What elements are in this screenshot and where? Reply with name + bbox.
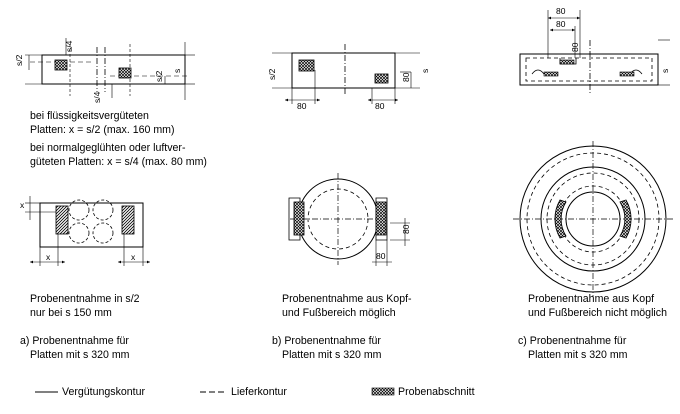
dim-b-80-vert: 80 [401, 72, 411, 82]
specimen-b2 [375, 74, 388, 83]
dim-a-x-vert: x [20, 200, 25, 210]
dim-b-80-right: 80 [375, 101, 385, 111]
note-line-3: bei normalgeglühten oder luftver- [30, 142, 186, 154]
specimen-a3 [56, 206, 68, 234]
ring-b [289, 173, 410, 266]
dim-b-80-ring-horiz: 80 [376, 251, 386, 261]
specimen-c3 [620, 72, 634, 76]
dim-b-80-ring-vert: 80 [401, 224, 411, 234]
dim-c-80-vert: 80 [570, 42, 580, 52]
note-line-1: bei flüssigkeitsvergüteten [30, 110, 149, 122]
label-c-line-1: c) Probenentnahme für [518, 335, 627, 347]
specimen-c4 [555, 200, 566, 238]
legend-dashed-label: Lieferkontur [231, 386, 287, 398]
specimen-b3 [294, 202, 304, 235]
dim-a-s4-top: s/4 [64, 40, 74, 52]
dim-c-80-second: 80 [556, 19, 566, 29]
label-a-line-1: a) Probenentnahme für [20, 335, 129, 347]
dim-c-80-top: 80 [556, 6, 566, 16]
specimen-c5 [620, 200, 631, 238]
specimen-c2 [544, 72, 558, 76]
specimen-c1 [560, 60, 574, 64]
label-c-line-2: Platten mit s 320 mm [528, 349, 628, 361]
plate-section-c [520, 10, 670, 95]
dim-a-s2-right: s/2 [154, 70, 164, 82]
legend-hatch-swatch [372, 388, 394, 395]
specimen-a4 [122, 206, 134, 234]
dim-a-s: s [172, 68, 182, 73]
note-line-4: güteten Platten: x = s/4 (max. 80 mm) [30, 156, 207, 168]
specimen-b1 [299, 60, 314, 71]
dim-c-s: s [660, 68, 670, 73]
caption-b-line-2: und Fußbereich möglich [282, 307, 396, 319]
dim-a-s4-bottom: s/4 [92, 91, 102, 103]
label-b-line-1: b) Probenentnahme für [272, 335, 381, 347]
legend-hatched-label: Probenabschnitt [398, 386, 475, 398]
ring-c [513, 141, 673, 297]
caption-b-line-1: Probenentnahme aus Kopf- [282, 293, 412, 305]
caption-c-line-1: Probenentnahme aus Kopf [528, 293, 655, 305]
note-line-2: Platten: x = s/2 (max. 160 mm) [30, 124, 175, 136]
dim-b-80-left: 80 [297, 101, 307, 111]
dim-a-s2-left: s/2 [14, 54, 24, 66]
legend-solid-label: Vergütungskontur [62, 386, 146, 398]
specimen-b4 [376, 202, 386, 235]
label-b-line-2: Platten mit s 320 mm [282, 349, 382, 361]
label-a-line-2: Platten mit s 320 mm [30, 349, 130, 361]
dim-a-x-right: x [131, 252, 136, 262]
dim-b-s: s [420, 68, 430, 73]
plate-section-a [25, 38, 195, 100]
dim-b-s2: s/2 [267, 68, 277, 80]
caption-a-line-2: nur bei s 150 mm [30, 307, 112, 319]
plate-section-b [272, 44, 420, 104]
specimen-a1 [55, 60, 67, 70]
caption-c-line-2: und Fußbereich nicht möglich [528, 307, 667, 319]
caption-a-line-1: Probenentnahme in s/2 [30, 293, 140, 305]
dim-a-x-left: x [46, 252, 51, 262]
specimen-a2 [119, 68, 131, 78]
